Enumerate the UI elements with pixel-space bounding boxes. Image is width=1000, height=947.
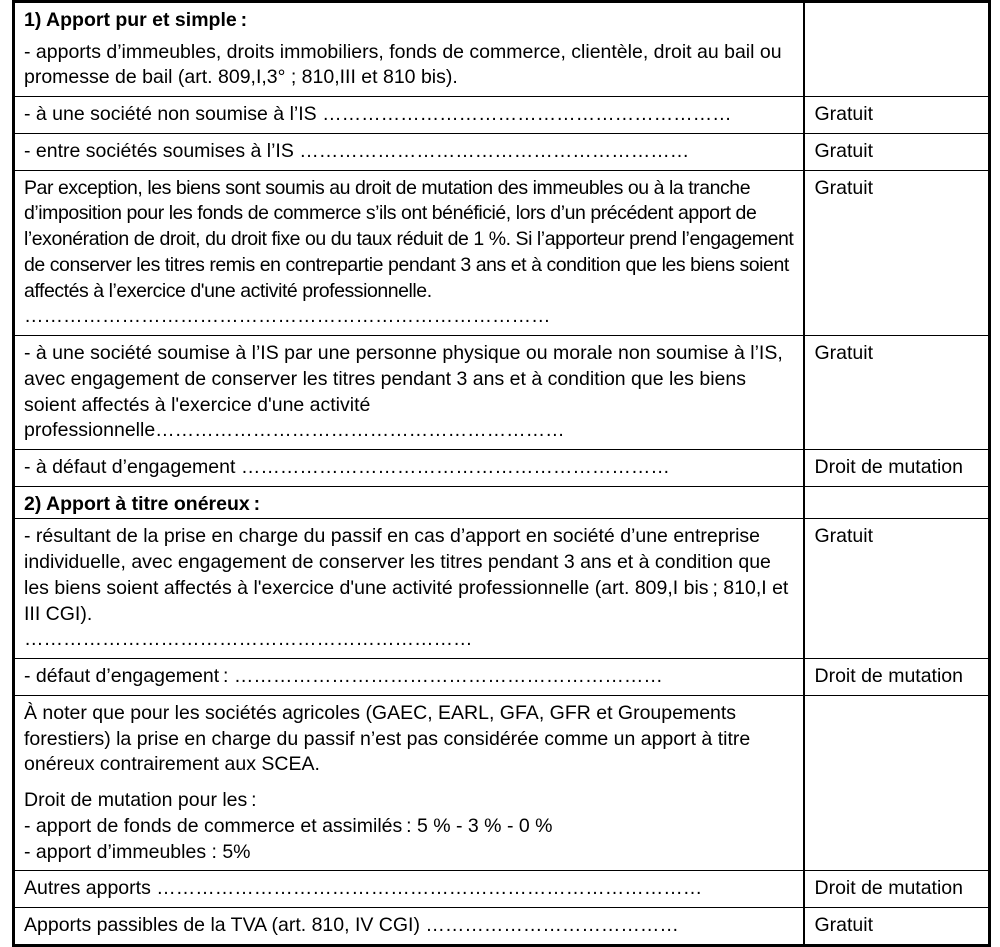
row-autres-apports-value: Droit de mutation bbox=[804, 871, 990, 908]
row-entre-societes-soumises-is-value: Gratuit bbox=[804, 133, 990, 170]
row-apports-tva-value: Gratuit bbox=[804, 908, 990, 946]
row-societes-agricoles-label: À noter que pour les sociétés agricoles (GAEC, EARL, GFA, GFR et Groupements forestiers) la prise en charge du passif n’est pas considérée comme un apport à titre onéreux contrairement aux SCEA. bbox=[14, 695, 804, 783]
row-prise-en-charge-passif-text: - résultant de la prise en charge du passif en cas d’apport en société d’une entreprise individuelle, avec engagement de conserver les titres pendant 3 ans et à condition que les biens soient affectés à l'exercice d'une activité professionnelle (art. 809,I bis ; 810,I et III CGI). bbox=[24, 525, 789, 625]
section-1-intro: - apports d’immeubles, droits immobiliers, fonds de commerce, clientèle, droit au bail ou promesse de bail (art. 809,I,3° ; 810,III et 810 bis). bbox=[14, 35, 804, 97]
row-droit-mutation-details-cell bbox=[14, 783, 804, 871]
row-apports-tva-label: Apports passibles de la TVA (art. 810, IV CGI) ………………………………… bbox=[14, 908, 804, 946]
row-defaut-engagement-2-value: Droit de mutation bbox=[804, 659, 990, 696]
table-row bbox=[14, 35, 990, 97]
droit-mutation-heading: Droit de mutation pour les : bbox=[24, 789, 257, 812]
table-row bbox=[14, 336, 990, 450]
apport-rates-table bbox=[12, 0, 991, 947]
row-defaut-engagement-1-value: Droit de mutation bbox=[804, 450, 990, 487]
row-entre-societes-soumises-is-label: - entre sociétés soumises à l’IS …………………………………………………… bbox=[14, 133, 804, 170]
row-societe-soumise-is-personne-physique-value: Gratuit bbox=[804, 336, 990, 450]
row-par-exception-text: Par exception, les biens sont soumis au droit de mutation des immeubles ou à la tranche d’imposition pour les fonds de commerce s’ils ont bénéficié, lors d’un précédent apport de l’exonération de droit, du droit fixe ou du taux réduit de 1 %. Si l’apporteur prend l’engagement de conserver les titres remis en contrepartie pendant 3 ans et à condition que les biens soient affectés à l’exercice d'une activité professionnelle. bbox=[24, 176, 794, 302]
table-row bbox=[14, 133, 990, 170]
table-row bbox=[14, 871, 990, 908]
section-1-title: 1) Apport pur et simple : bbox=[14, 2, 804, 35]
section-1-title-value bbox=[804, 2, 990, 35]
row-droit-mutation-details-value bbox=[804, 783, 990, 871]
table-row bbox=[14, 486, 990, 519]
droit-mutation-fonds-commerce: - apport de fonds de commerce et assimilés : 5 % - 3 % - 0 % bbox=[24, 814, 553, 837]
table-row bbox=[14, 450, 990, 487]
table-row bbox=[14, 783, 990, 871]
table-row bbox=[14, 2, 990, 35]
row-societe-soumise-is-personne-physique-label: - à une société soumise à l’IS par une personne physique ou morale non soumise à l’IS, avec engagement de conserver les titres pendant 3 ans et à condition que les biens soient affectés à l'exercice d'une activité professionnelle……………………………………………………… bbox=[14, 336, 804, 450]
section-2-title: 2) Apport à titre onéreux : bbox=[14, 486, 804, 519]
row-par-exception-cell bbox=[14, 170, 804, 335]
row-par-exception-dots: ……………………………………………………………………… bbox=[24, 305, 551, 328]
table-row bbox=[14, 519, 990, 659]
row-prise-en-charge-passif-dots: …………………………………………………………… bbox=[24, 628, 473, 651]
row-societe-non-soumise-is-label: - à une société non soumise à l’IS ……………………………………………………… bbox=[14, 97, 804, 134]
row-prise-en-charge-passif-cell bbox=[14, 519, 804, 659]
table-row bbox=[14, 97, 990, 134]
table-row bbox=[14, 659, 990, 696]
row-par-exception-value: Gratuit bbox=[804, 170, 990, 335]
row-societes-agricoles-value bbox=[804, 695, 990, 783]
row-autres-apports-label: Autres apports ………………………………………………………………………… bbox=[14, 871, 804, 908]
droit-mutation-immeubles: - apport d’immeubles : 5% bbox=[24, 840, 251, 863]
row-societe-non-soumise-is-value: Gratuit bbox=[804, 97, 990, 134]
table-row bbox=[14, 170, 990, 335]
table-row bbox=[14, 695, 990, 783]
table-row bbox=[14, 908, 990, 946]
row-prise-en-charge-passif-value: Gratuit bbox=[804, 519, 990, 659]
row-defaut-engagement-1-label: - à défaut d’engagement ………………………………………………………… bbox=[14, 450, 804, 487]
row-defaut-engagement-2-label: - défaut d’engagement : ………………………………………………………… bbox=[14, 659, 804, 696]
section-1-intro-value bbox=[804, 35, 990, 97]
section-2-title-value bbox=[804, 486, 990, 519]
